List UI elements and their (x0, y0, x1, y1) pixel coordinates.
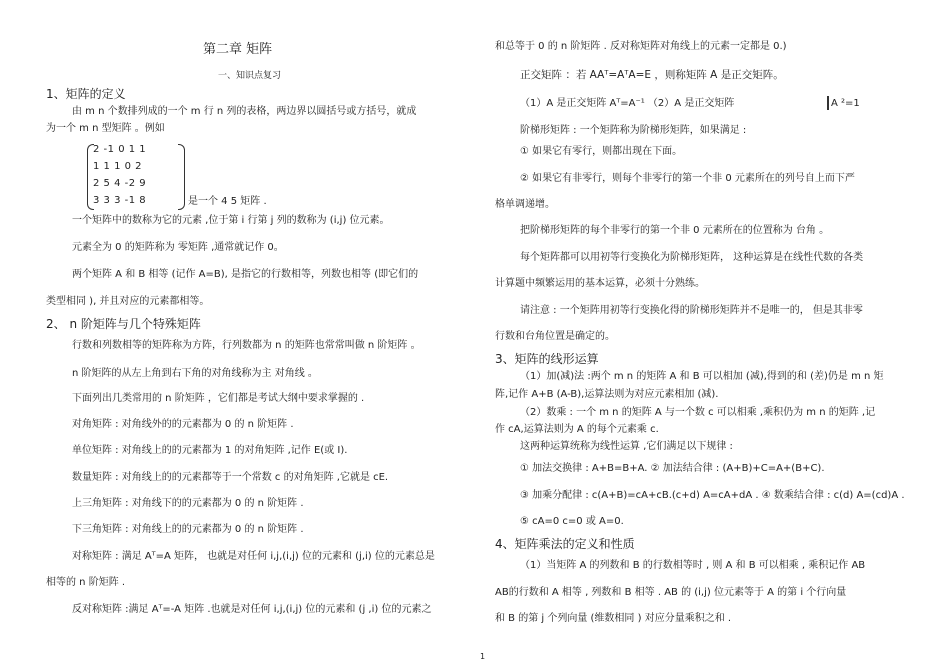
page-number: 1 (480, 652, 486, 661)
text-line: 相等的 n 阶矩阵 . (46, 577, 126, 588)
heading-square-matrices: 2、 n 阶矩阵与几个特殊矩阵 (46, 317, 201, 331)
text-line: ⑤ cA=0 c=0 或 A=0. (520, 516, 624, 527)
matrix-row: 1 1 1 0 2 (93, 161, 143, 172)
text-line: ② 如果它有非零行，则每个非零行的第一个非 0 元素所在的列号自上而下严 (520, 173, 855, 184)
text-line: ① 如果它有零行，则都出现在下面。 (520, 146, 683, 157)
text-line: 单位矩阵 : 对角线上的的元素都为 1 的对角矩阵 ,记作 E(或 I). (72, 445, 348, 456)
text-line: ① 加法交换律 : A+B=B+A. ② 加法结合律 : (A+B)+C=A+(B+C). (520, 463, 825, 474)
text-line: 为一个 m n 型矩阵 。例如 (46, 123, 165, 134)
text-line: A ²=1 (831, 98, 860, 109)
example-matrix (91, 144, 179, 210)
text-line: （1）当矩阵 A 的列数和 B 的行数相等时 , 则 A 和 B 可以相乘 , 乘积记作 AB (520, 560, 866, 571)
text-line: 类型相同 ), 并且对应的元素都相等。 (46, 296, 210, 307)
text-line: （1）A 是正交矩阵 Aᵀ=A⁻¹ （2）A 是正交矩阵 (520, 98, 735, 109)
heading-matrix-multiplication: 4、矩阵乘法的定义和性质 (495, 537, 635, 551)
matrix-row: 3 3 3 -1 8 (93, 195, 147, 206)
text-line: （1）加(减)法 :两个 m n 的矩阵 A 和 B 可以相加 (减),得到的和 (差)仍是 m n 矩 (520, 371, 884, 382)
text-line: 作 cA,运算法则为 A 的每个元素乘 c. (495, 424, 659, 435)
text-line: 和总等于 0 的 n 阶矩阵 . 反对称矩阵对角线上的元素一定都是 0.) (495, 41, 787, 52)
text-line: 行数和列数相等的矩阵称为方阵，行列数都为 n 的矩阵也常常叫做 n 阶矩阵 。 (72, 340, 421, 351)
text-line: 和 B 的第 j 个列向量 (维数相同 ) 对应分量乘积之和 . (495, 613, 732, 624)
text-line: AB的行数和 A 相等 , 列数和 B 相等 . AB 的 (i,j) 位元素等于 A 的第 i 个行向量 (495, 587, 847, 598)
text-line: ③ 加乘分配律 : c(A+B)=cA+cB.(c+d) A=cA+dA . ④ 数乘结合律 : c(d) A=(cd)A . (520, 490, 905, 501)
determinant-bar (827, 96, 829, 110)
matrix-row: 2 5 4 -2 9 (93, 178, 147, 189)
text-line: 一个矩阵中的数称为它的元素 ,位于第 i 行第 j 列的数称为 (i,j) 位元素。 (72, 215, 390, 226)
text-line: 行数和台角位置是确定的。 (495, 331, 615, 342)
text-line: 数量矩阵 : 对角线上的的元素都等于一个常数 c 的对角矩阵 ,它就是 cE. (72, 472, 389, 483)
text-line: 由 m n 个数排列成的一个 m 行 n 列的表格，两边界以圆括号或方括号，就成 (72, 106, 417, 117)
text-line: 两个矩阵 A 和 B 相等 (记作 A=B), 是指它的行数相等，列数也相等 (即它们的 (72, 269, 419, 280)
text-line: 下三角矩阵 : 对角线上的的元素都为 0 的 n 阶矩阵 . (72, 524, 304, 535)
text-line: 请注意 : 一个矩阵用初等行变换化得的阶梯形矩阵并不是唯一的， 但是其非零 (520, 305, 863, 316)
text-line: 反对称矩阵 :满足 Aᵀ=-A 矩阵 .也就是对任何 i,j,(i,j) 位的元素和 (j ,i) 位的元素之 (72, 604, 432, 615)
text-line: （2）数乘 : 一个 m n 的矩阵 A 与一个数 c 可以相乘 ,乘积仍为 m n 的矩阵 ,记 (520, 407, 876, 418)
text-line: 阶梯形矩阵 : 一个矩阵称为阶梯形矩阵，如果满足 : (520, 125, 747, 136)
heading-matrix-definition: 1、矩阵的定义 (46, 87, 126, 101)
text-line: 是一个 4 5 矩阵 . (188, 196, 267, 207)
text-line: 格单调递增。 (495, 199, 555, 210)
text-line: 阵,记作 A+B (A-B),运算法则为对应元素相加 (减). (495, 389, 719, 400)
text-line: 正交矩阵 ：若 AAᵀ=AᵀA=E ，则称矩阵 A 是正交矩阵。 (520, 69, 784, 81)
section-subtitle: 一、知识点复习 (218, 71, 282, 81)
text-line: 下面列出几类常用的 n 阶矩阵 ，它们都是考试大纲中要求掌握的 . (72, 393, 365, 404)
text-line: 上三角矩阵 : 对角线下的的元素都为 0 的 n 阶矩阵 . (72, 498, 304, 509)
text-line: 把阶梯形矩阵的每个非零行的第一个非 0 元素所在的位置称为 台角 。 (520, 225, 830, 236)
text-line: 计算题中频繁运用的基本运算，必须十分熟练。 (495, 278, 705, 289)
heading-linear-operations: 3、矩阵的线形运算 (495, 352, 599, 366)
matrix-right-bracket (178, 144, 185, 210)
text-line: 元素全为 0 的矩阵称为 零矩阵 ,通常就记作 0。 (72, 242, 284, 253)
text-line: 这两种运算统称为线性运算 ,它们满足以下规律 : (520, 441, 733, 452)
text-line: 对角矩阵 : 对角线外的的元素都为 0 的 n 阶矩阵 . (72, 419, 294, 430)
text-line: 每个矩阵都可以用初等行变换化为阶梯形矩阵， 这种运算是在线性代数的各类 (520, 252, 864, 263)
text-line: n 阶矩阵的从左上角到右下角的对角线称为主 对角线 。 (72, 368, 318, 379)
chapter-title: 第二章 矩阵 (203, 42, 273, 57)
matrix-row: 2 -1 0 1 1 (93, 144, 147, 155)
text-line: 对称矩阵 : 满足 Aᵀ=A 矩阵， 也就是对任何 i,j,(i,j) 位的元素和 (j,i) 位的元素总是 (72, 551, 435, 562)
